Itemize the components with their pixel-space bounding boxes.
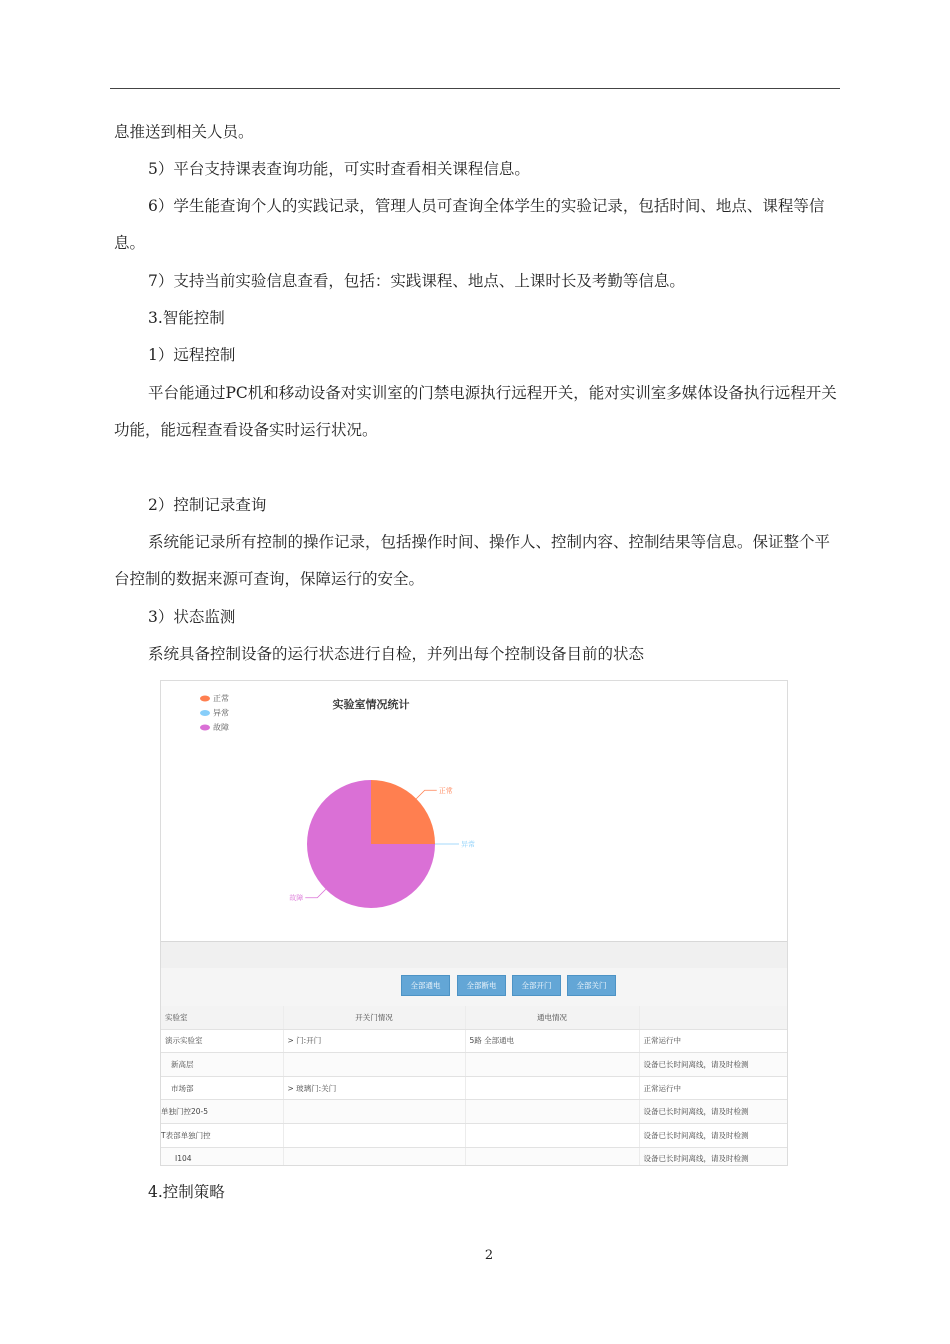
- legend-swatch-2[interactable]: [200, 725, 210, 731]
- cell-lab: 新高层: [161, 1053, 283, 1077]
- close-all-doors-button[interactable]: 全部关门: [567, 975, 616, 996]
- cell-status: 设备已长时间离线，请及时检测: [639, 1053, 787, 1077]
- pie-slices: [307, 780, 435, 908]
- cell-status: 正常运行中: [639, 1076, 787, 1100]
- legend-swatch-0[interactable]: [200, 696, 210, 702]
- cell-status: 设备已长时间离线，请及时检测: [639, 1147, 787, 1166]
- cell-status: 设备已长时间离线，请及时检测: [639, 1100, 787, 1124]
- paragraph-remote-control: 平台能通过PC机和移动设备对实训室的门禁电源执行远程开关，能对实训室多媒体设备执行远程开关功能，能远程查看设备实时运行状况。: [114, 384, 837, 439]
- subheading-status-monitor: 3）状态监测: [148, 608, 236, 626]
- table-row[interactable]: [161, 1123, 787, 1147]
- col-header-status: [639, 1006, 787, 1029]
- legend-label-1[interactable]: 异常: [213, 708, 229, 718]
- cell-power: [465, 1053, 639, 1077]
- paragraph-continuation: 息推送到相关人员。: [114, 123, 254, 141]
- cell-status: 设备已长时间离线，请及时检测: [639, 1123, 787, 1147]
- col-header-power: 通电情况: [465, 1006, 639, 1029]
- table-row[interactable]: [161, 1076, 787, 1100]
- page-number: 2: [484, 1248, 494, 1263]
- item-6: 6）学生能查询个人的实践记录，管理人员可查询全体学生的实验记录，包括时间、地点、课程等信息。: [114, 197, 825, 252]
- section-4-heading: 4.控制策略: [148, 1183, 225, 1201]
- col-header-lab: 实验室: [161, 1006, 283, 1029]
- item-7: 7）支持当前实验信息查看，包括：实践课程、地点、上课时长及考勤等信息。: [148, 272, 685, 290]
- cell-lab: T表部单独门控: [161, 1123, 283, 1147]
- chart-legend: [200, 693, 229, 732]
- chart-panel: [161, 681, 787, 941]
- cell-door: [283, 1147, 465, 1166]
- screenshot-figure: [160, 680, 788, 1166]
- pie-label-0: 正常: [438, 786, 453, 795]
- cell-lab: 单独门控20-5: [161, 1100, 283, 1124]
- cell-door: [283, 1100, 465, 1124]
- pie-chart: [161, 681, 787, 941]
- pie-slice-0[interactable]: [371, 780, 435, 844]
- legend-swatch-1[interactable]: [200, 710, 210, 716]
- lab-status-table: [161, 1006, 788, 1166]
- paragraph-control-records: 系统能记录所有控制的操作记录，包括操作时间、操作人、控制内容、控制结果等信息。保证整个平台控制的数据来源可查询，保障运行的安全。: [114, 533, 831, 588]
- cell-door: [283, 1053, 465, 1077]
- panel-divider: [161, 941, 787, 969]
- control-toolbar: [161, 968, 787, 1006]
- col-header-door: 开关门情况: [283, 1006, 465, 1029]
- pie-leader-2: [305, 889, 325, 897]
- chart-title: 实验室情况统计: [332, 698, 410, 711]
- cell-power: 5路 全部通电: [465, 1029, 639, 1053]
- cell-lab: 市场部: [161, 1076, 283, 1100]
- cell-power: [465, 1123, 639, 1147]
- power-on-all-button[interactable]: 全部通电: [401, 975, 450, 996]
- subheading-control-records: 2）控制记录查询: [148, 496, 267, 514]
- item-5: 5）平台支持课表查询功能，可实时查看相关课程信息。: [148, 160, 530, 178]
- table-row[interactable]: [161, 1100, 787, 1124]
- table-row[interactable]: [161, 1147, 787, 1166]
- pie-leader-0: [416, 790, 436, 798]
- table-row[interactable]: [161, 1053, 787, 1077]
- cell-lab: 演示实验室: [161, 1029, 283, 1053]
- open-all-doors-button[interactable]: 全部开门: [512, 975, 561, 996]
- pie-label-2: 故障: [289, 894, 304, 903]
- cell-lab: I104: [161, 1147, 283, 1166]
- section-3-heading: 3.智能控制: [148, 309, 225, 327]
- cell-power: [465, 1100, 639, 1124]
- subheading-remote-control: 1）远程控制: [148, 346, 236, 364]
- legend-label-2[interactable]: 故障: [213, 723, 229, 732]
- power-off-all-button[interactable]: 全部断电: [457, 975, 506, 996]
- cell-status: 正常运行中: [639, 1029, 787, 1053]
- cell-power: [465, 1076, 639, 1100]
- header-rule: [110, 88, 840, 89]
- cell-door: > 玻璃门:关门: [283, 1076, 465, 1100]
- cell-power: [465, 1147, 639, 1166]
- table-row[interactable]: [161, 1029, 787, 1053]
- paragraph-status-monitor: 系统具备控制设备的运行状态进行自检，并列出每个控制设备目前的状态: [148, 645, 645, 663]
- cell-door: > 门:开门: [283, 1029, 465, 1053]
- table-header-row: [161, 1006, 787, 1029]
- cell-door: [283, 1123, 465, 1147]
- legend-label-0[interactable]: 正常: [213, 694, 229, 703]
- pie-label-1: 异常: [461, 840, 475, 849]
